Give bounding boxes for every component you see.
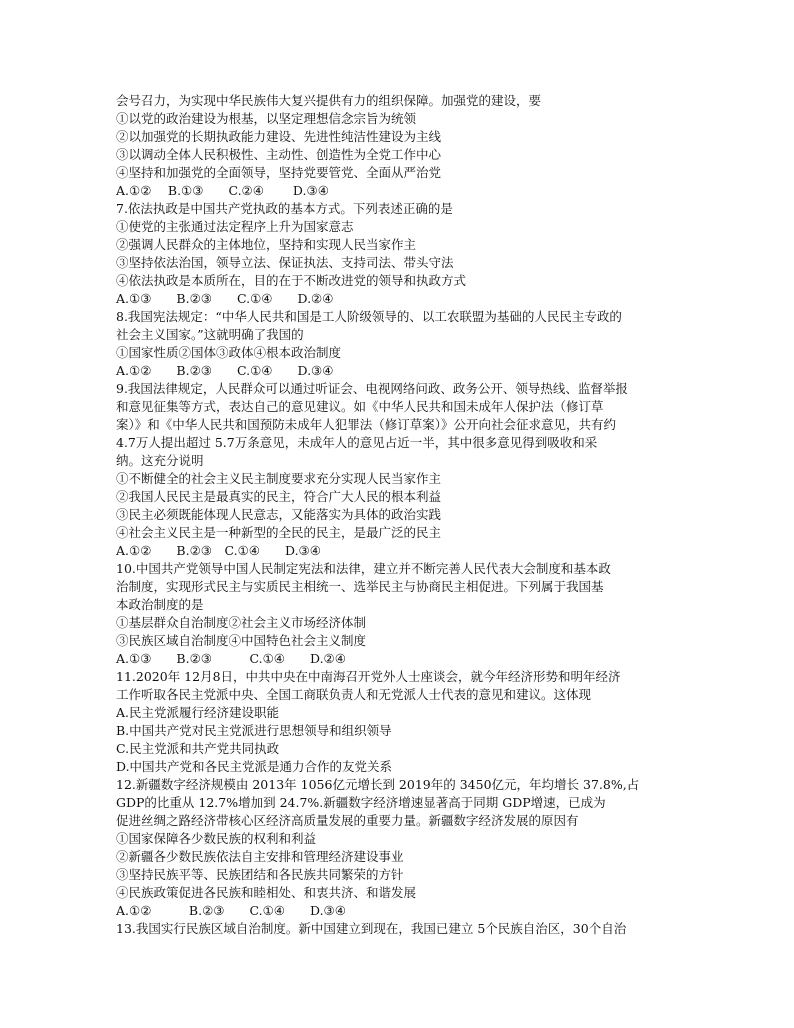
answer-choices: A.①② B.②③ C.①④ D.③④: [116, 363, 334, 378]
option-a: A.民主党派履行经济建设职能: [116, 705, 280, 720]
option-line: ④坚持和加强党的全面领导，坚持党要管党、全面从严治党: [116, 165, 442, 180]
option-line: ①不断健全的社会主义民主制度要求充分实现人民当家作主: [116, 471, 442, 486]
question-9-stem-cont: 纳。这充分说明: [116, 453, 204, 468]
option-line: ②新疆各少数民族依法自主安排和管理经济建设事业: [116, 849, 404, 864]
question-9-stem: 9.我国法律规定，人民群众可以通过听证会、电视网络问政、政务公开、领导热线、监督举报: [116, 381, 628, 396]
option-line: ③以调动全体人民积极性、主动性、创造性为全党工作中心: [116, 147, 442, 162]
answer-choices: A.①② B.①③ C.②④ D.③④: [116, 183, 329, 198]
option-b: B.中国共产党对民主党派进行思想领导和组织领导: [116, 723, 392, 738]
document-page: [116, 92, 676, 938]
option-line: ①基层群众自治制度②社会主义市场经济体制: [116, 615, 367, 630]
option-line: ②我国人民民主是最真实的民主，符合广大人民的根本利益: [116, 489, 442, 504]
option-line: ②以加强党的长期执政能力建设、先进性纯洁性建设为主线: [116, 129, 442, 144]
option-line: ①使党的主张通过法定程序上升为国家意志: [116, 219, 354, 234]
question-12-stem-cont: 促进丝绸之路经济带核心区经济高质量发展的重要力量。新疆数字经济发展的原因有: [116, 813, 579, 828]
question-10-stem: 10.中国共产党领导中国人民制定宪法和法律，建立并不断完善人民代表大会制度和基本政: [116, 561, 611, 576]
question-10-stem-cont: 治制度，实现形式民主与实质民主相统一、选举民主与协商民主相促进。下列属于我国基: [116, 579, 604, 594]
option-line: ③坚持民族平等、民族团结和各民族共同繁荣的方针: [116, 867, 404, 882]
answer-choices: A.①② B.②③ C.①④ D.③④: [116, 903, 346, 918]
option-line: ①国家性质②国体③政体④根本政治制度: [116, 345, 342, 360]
option-line: ③坚持依法治国，领导立法、保证执法、支持司法、带头守法: [116, 255, 454, 270]
option-line: ④民族政策促进各民族和睦相处、和衷共济、和谐发展: [116, 885, 417, 900]
question-12-stem-cont: GDP的比重从 12.7%增加到 24.7%.新疆数字经济增速显著高于同期 GDP增速，已成为: [116, 795, 606, 810]
question-8-stem: 8.我国宪法规定：“中华人民共和国是工人阶级领导的、以工农联盟为基础的人民民主专政的: [116, 309, 622, 324]
question-9-stem-cont: 和意见征集等方式，表达自己的意见建议。如《中华人民共和国未成年人保护法（修订草: [116, 399, 604, 414]
answer-choices: A.①② B.②③ C.①④ D.③④: [116, 543, 321, 558]
question-9-stem-cont: 4.7万人提出超过 5.7万条意见，未成年人的意见占近一半，其中很多意见得到吸收和采: [116, 435, 598, 450]
option-line: ③民族区域自治制度④中国特色社会主义制度: [116, 633, 367, 648]
answer-choices: A.①③ B.②③ C.①④ D.②④: [116, 291, 334, 306]
question-9-stem-cont: 案）》和《中华人民共和国预防未成年人犯罪法（修订草案）》公开向社会征求意见，共有约: [116, 417, 617, 432]
question-7-stem: 7.依法执政是中国共产党执政的基本方式。下列表述正确的是: [116, 201, 453, 216]
question-10-stem-cont: 本政治制度的是: [116, 597, 204, 612]
question-13-stem: 13.我国实行民族区域自治制度。新中国建立到现在，我国已建立 5个民族自治区，30个自治: [116, 921, 627, 936]
option-line: ②强调人民群众的主体地位，坚持和实现人民当家作主: [116, 237, 417, 252]
option-line: ④社会主义民主是一种新型的全民的民主，是最广泛的民主: [116, 525, 442, 540]
question-8-stem-cont: 社会主义国家。”这就明确了我国的: [116, 327, 304, 342]
option-line: ④依法执政是本质所在，目的在于不断改进党的领导和执政方式: [116, 273, 467, 288]
answer-choices: A.①③ B.②③ C.①④ D.②④: [116, 651, 346, 666]
option-d: D.中国共产党和各民主党派是通力合作的友党关系: [116, 759, 393, 774]
option-line: ③民主必须既能体现人民意志，又能落实为具体的政治实践: [116, 507, 442, 522]
text-line-1: 会号召力，为实现中华民族伟大复兴提供有力的组织保障。加强党的建设，要: [116, 93, 542, 108]
option-line: ①以党的政治建设为根基，以坚定理想信念宗旨为统领: [116, 111, 417, 126]
question-11-stem: 11.2020年 12月8日，中共中央在中南海召开党外人士座谈会，就今年经济形势和明年经济: [116, 669, 621, 684]
question-11-stem-cont: 工作听取各民主党派中央、全国工商联负责人和无党派人士代表的意见和建议。这体现: [116, 687, 592, 702]
option-line: ①国家保障各少数民族的权利和利益: [116, 831, 317, 846]
option-c: C.民主党派和共产党共同执政: [116, 741, 280, 756]
question-12-stem: 12.新疆数字经济规模由 2013年 1056亿元增长到 2019年的 3450亿元，年均增长 37.8%,占: [116, 777, 640, 792]
